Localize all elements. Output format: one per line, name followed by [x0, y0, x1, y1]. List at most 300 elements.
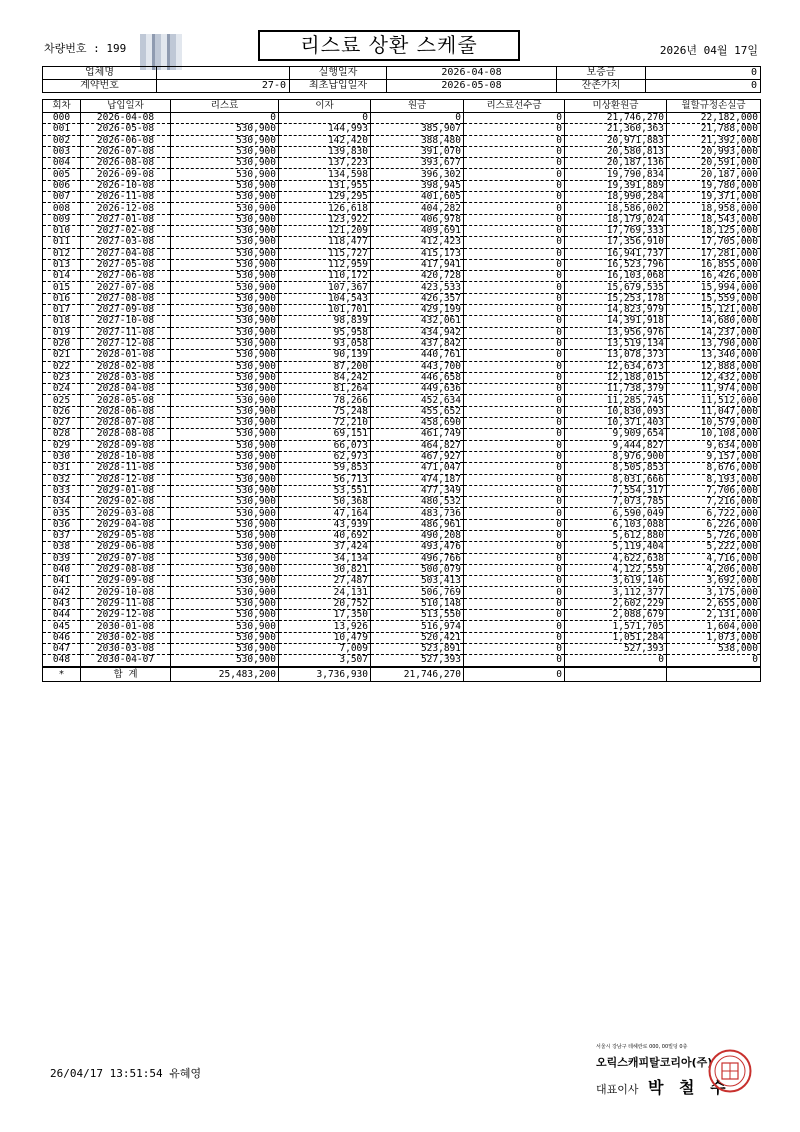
- cell-payment-date: 2028-12-08: [81, 474, 171, 485]
- table-row: [43, 305, 761, 316]
- cell-interest: 81,264: [279, 384, 371, 395]
- table-row: [43, 530, 761, 541]
- cell-principal: 406,978: [371, 214, 464, 225]
- info-value-contract-no: 27-0: [157, 80, 290, 93]
- cell-payment-date: 2028-11-08: [81, 463, 171, 474]
- cell-outstanding-principal: 0: [565, 655, 667, 667]
- cell-interest: 137,223: [279, 158, 371, 169]
- cell-advance-payment: 0: [464, 259, 565, 270]
- vehicle-number-label: 차량번호 :: [44, 42, 100, 55]
- cell-interest: 37,424: [279, 542, 371, 553]
- company-address: 서울시 강남구 테헤란로 000, 00빌딩 0층: [596, 1044, 688, 1050]
- cell-outstanding-principal: 20,971,883: [565, 135, 667, 146]
- cell-outstanding-principal: 1,051,284: [565, 632, 667, 643]
- cell-interest: 142,420: [279, 135, 371, 146]
- cell-outstanding-principal: 7,554,317: [565, 485, 667, 496]
- cell-outstanding-principal: 2,602,229: [565, 598, 667, 609]
- cell-payment-date: 2028-04-08: [81, 384, 171, 395]
- cell-interest: 13,926: [279, 621, 371, 632]
- cell-stipulated-loss: 3,175,000: [667, 587, 761, 598]
- cell-lease-fee: 530,900: [171, 214, 279, 225]
- cell-installment: 013: [43, 259, 81, 270]
- column-header-installment: 회차: [43, 100, 81, 113]
- cell-outstanding-principal: 20,187,136: [565, 158, 667, 169]
- info-value-execution-date: 2026-04-08: [387, 67, 557, 80]
- cell-payment-date: 2029-12-08: [81, 610, 171, 621]
- cell-principal: 409,691: [371, 225, 464, 236]
- cell-stipulated-loss: 12,888,000: [667, 361, 761, 372]
- cell-outstanding-principal: 10,371,403: [565, 418, 667, 429]
- cell-interest: 104,543: [279, 293, 371, 304]
- total-cell-payment-date: 합 계: [81, 667, 171, 682]
- cell-lease-fee: 530,900: [171, 395, 279, 406]
- cell-outstanding-principal: 8,976,900: [565, 451, 667, 462]
- table-row: [43, 542, 761, 553]
- cell-outstanding-principal: 19,790,834: [565, 169, 667, 180]
- cell-installment: 023: [43, 372, 81, 383]
- cell-outstanding-principal: 13,956,976: [565, 327, 667, 338]
- column-header-outstanding-principal: 미상환원금: [565, 100, 667, 113]
- cell-payment-date: 2026-04-08: [81, 113, 171, 124]
- cell-lease-fee: 530,900: [171, 169, 279, 180]
- cell-lease-fee: 530,900: [171, 327, 279, 338]
- cell-outstanding-principal: 4,622,638: [565, 553, 667, 564]
- document-title: 리스료 상환 스케줄: [258, 30, 520, 61]
- cell-payment-date: 2028-10-08: [81, 451, 171, 462]
- cell-advance-payment: 0: [464, 237, 565, 248]
- cell-payment-date: 2028-08-08: [81, 429, 171, 440]
- cell-installment: 012: [43, 248, 81, 259]
- cell-interest: 47,164: [279, 508, 371, 519]
- cell-lease-fee: 530,900: [171, 271, 279, 282]
- cell-payment-date: 2028-05-08: [81, 395, 171, 406]
- cell-installment: 002: [43, 135, 81, 146]
- cell-principal: 423,533: [371, 282, 464, 293]
- cell-stipulated-loss: 19,780,000: [667, 180, 761, 191]
- cell-stipulated-loss: 6,226,000: [667, 519, 761, 530]
- cell-advance-payment: 0: [464, 406, 565, 417]
- cell-outstanding-principal: 6,103,088: [565, 519, 667, 530]
- cell-advance-payment: 0: [464, 169, 565, 180]
- cell-interest: 121,209: [279, 225, 371, 236]
- cell-lease-fee: 530,900: [171, 282, 279, 293]
- cell-principal: 443,700: [371, 361, 464, 372]
- cell-stipulated-loss: 5,726,000: [667, 530, 761, 541]
- table-row: [43, 564, 761, 575]
- cell-stipulated-loss: 17,705,000: [667, 237, 761, 248]
- cell-stipulated-loss: 20,993,000: [667, 146, 761, 157]
- cell-interest: 20,752: [279, 598, 371, 609]
- table-row: [43, 372, 761, 383]
- cell-stipulated-loss: 17,281,000: [667, 248, 761, 259]
- cell-interest: 24,131: [279, 587, 371, 598]
- cell-lease-fee: 530,900: [171, 497, 279, 508]
- cell-payment-date: 2026-12-08: [81, 203, 171, 214]
- info-label-contract-no: 계약번호: [43, 80, 157, 93]
- cell-installment: 020: [43, 338, 81, 349]
- cell-installment: 029: [43, 440, 81, 451]
- cell-advance-payment: 0: [464, 248, 565, 259]
- cell-payment-date: 2027-09-08: [81, 305, 171, 316]
- cell-interest: 93,058: [279, 338, 371, 349]
- cell-lease-fee: 530,900: [171, 203, 279, 214]
- cell-outstanding-principal: 14,391,918: [565, 316, 667, 327]
- cell-payment-date: 2026-05-08: [81, 124, 171, 135]
- cell-interest: 7,009: [279, 643, 371, 654]
- cell-stipulated-loss: 18,125,000: [667, 225, 761, 236]
- table-row: [43, 508, 761, 519]
- cell-payment-date: 2026-08-08: [81, 158, 171, 169]
- cell-lease-fee: 530,900: [171, 259, 279, 270]
- cell-outstanding-principal: 16,941,737: [565, 248, 667, 259]
- cell-outstanding-principal: 3,112,377: [565, 587, 667, 598]
- column-header-interest: 이자: [279, 100, 371, 113]
- column-header-stipulated-loss: 월할규정손실금: [667, 100, 761, 113]
- cell-principal: 467,927: [371, 451, 464, 462]
- cell-lease-fee: 530,900: [171, 440, 279, 451]
- cell-outstanding-principal: 14,823,979: [565, 305, 667, 316]
- cell-payment-date: 2028-03-08: [81, 372, 171, 383]
- cell-installment: 038: [43, 542, 81, 553]
- cell-lease-fee: 530,900: [171, 316, 279, 327]
- cell-installment: 007: [43, 192, 81, 203]
- cell-lease-fee: 530,900: [171, 451, 279, 462]
- cell-interest: 131,955: [279, 180, 371, 191]
- cell-principal: 500,079: [371, 564, 464, 575]
- cell-installment: 048: [43, 655, 81, 667]
- cell-installment: 019: [43, 327, 81, 338]
- cell-stipulated-loss: 2,131,000: [667, 610, 761, 621]
- cell-advance-payment: 0: [464, 576, 565, 587]
- cell-lease-fee: 530,900: [171, 621, 279, 632]
- cell-advance-payment: 0: [464, 282, 565, 293]
- cell-principal: 513,550: [371, 610, 464, 621]
- cell-installment: 001: [43, 124, 81, 135]
- cell-installment: 044: [43, 610, 81, 621]
- cell-payment-date: 2028-09-08: [81, 440, 171, 451]
- cell-lease-fee: 530,900: [171, 146, 279, 157]
- cell-installment: 011: [43, 237, 81, 248]
- cell-outstanding-principal: 13,519,134: [565, 338, 667, 349]
- cell-advance-payment: 0: [464, 384, 565, 395]
- cell-advance-payment: 0: [464, 451, 565, 462]
- cell-lease-fee: 530,900: [171, 135, 279, 146]
- cell-principal: 446,658: [371, 372, 464, 383]
- ceo-name: 박 철 수: [648, 1078, 731, 1097]
- cell-interest: 50,368: [279, 497, 371, 508]
- company-block: [596, 1043, 731, 1098]
- cell-interest: 56,713: [279, 474, 371, 485]
- cell-stipulated-loss: 14,680,000: [667, 316, 761, 327]
- cell-principal: 412,423: [371, 237, 464, 248]
- cell-principal: 415,173: [371, 248, 464, 259]
- info-value-company: [157, 67, 290, 80]
- cell-advance-payment: 0: [464, 463, 565, 474]
- cell-payment-date: 2029-11-08: [81, 598, 171, 609]
- cell-outstanding-principal: 12,188,015: [565, 372, 667, 383]
- cell-payment-date: 2029-02-08: [81, 497, 171, 508]
- cell-principal: 432,061: [371, 316, 464, 327]
- cell-advance-payment: 0: [464, 192, 565, 203]
- cell-principal: 523,891: [371, 643, 464, 654]
- cell-payment-date: 2029-07-08: [81, 553, 171, 564]
- cell-interest: 123,922: [279, 214, 371, 225]
- cell-interest: 101,701: [279, 305, 371, 316]
- total-row: [43, 667, 761, 682]
- cell-lease-fee: 530,900: [171, 429, 279, 440]
- total-cell-outstanding-principal: [565, 667, 667, 682]
- cell-advance-payment: 0: [464, 587, 565, 598]
- cell-advance-payment: 0: [464, 643, 565, 654]
- cell-principal: 417,941: [371, 259, 464, 270]
- cell-installment: 035: [43, 508, 81, 519]
- cell-payment-date: 2027-11-08: [81, 327, 171, 338]
- cell-lease-fee: 530,900: [171, 587, 279, 598]
- cell-principal: 496,766: [371, 553, 464, 564]
- cell-installment: 016: [43, 293, 81, 304]
- table-row: [43, 643, 761, 654]
- cell-advance-payment: 0: [464, 135, 565, 146]
- cell-interest: 126,618: [279, 203, 371, 214]
- cell-principal: 429,199: [371, 305, 464, 316]
- cell-stipulated-loss: 15,559,000: [667, 293, 761, 304]
- cell-lease-fee: 530,900: [171, 350, 279, 361]
- cell-payment-date: 2027-06-08: [81, 271, 171, 282]
- cell-principal: 434,942: [371, 327, 464, 338]
- cell-outstanding-principal: 9,909,654: [565, 429, 667, 440]
- cell-payment-date: 2030-02-08: [81, 632, 171, 643]
- cell-advance-payment: 0: [464, 214, 565, 225]
- table-row: [43, 146, 761, 157]
- cell-outstanding-principal: 6,590,049: [565, 508, 667, 519]
- table-row: [43, 338, 761, 349]
- cell-advance-payment: 0: [464, 158, 565, 169]
- cell-principal: 493,476: [371, 542, 464, 553]
- table-row: [43, 553, 761, 564]
- info-label-residual: 잔존가치: [557, 80, 646, 93]
- cell-stipulated-loss: 18,543,000: [667, 214, 761, 225]
- cell-principal: 480,532: [371, 497, 464, 508]
- cell-payment-date: 2030-03-08: [81, 643, 171, 654]
- table-row: [43, 259, 761, 270]
- cell-payment-date: 2027-02-08: [81, 225, 171, 236]
- cell-installment: 010: [43, 225, 81, 236]
- cell-advance-payment: 0: [464, 542, 565, 553]
- cell-installment: 024: [43, 384, 81, 395]
- cell-principal: 483,736: [371, 508, 464, 519]
- cell-stipulated-loss: 10,108,000: [667, 429, 761, 440]
- cell-outstanding-principal: 9,444,827: [565, 440, 667, 451]
- cell-interest: 30,821: [279, 564, 371, 575]
- cell-stipulated-loss: 21,788,000: [667, 124, 761, 135]
- cell-principal: 458,690: [371, 418, 464, 429]
- cell-interest: 90,139: [279, 350, 371, 361]
- info-label-deposit: 보증금: [557, 67, 646, 80]
- table-row: [43, 632, 761, 643]
- cell-advance-payment: 0: [464, 530, 565, 541]
- cell-installment: 022: [43, 361, 81, 372]
- cell-outstanding-principal: 12,634,673: [565, 361, 667, 372]
- cell-payment-date: 2027-05-08: [81, 259, 171, 270]
- cell-payment-date: 2027-08-08: [81, 293, 171, 304]
- cell-outstanding-principal: 16,103,068: [565, 271, 667, 282]
- cell-principal: 449,636: [371, 384, 464, 395]
- cell-stipulated-loss: 11,047,000: [667, 406, 761, 417]
- table-row: [43, 621, 761, 632]
- cell-outstanding-principal: 21,360,363: [565, 124, 667, 135]
- cell-lease-fee: 530,900: [171, 530, 279, 541]
- total-cell-principal: 21,746,270: [371, 667, 464, 682]
- table-row: [43, 350, 761, 361]
- cell-payment-date: 2027-01-08: [81, 214, 171, 225]
- table-row: [43, 384, 761, 395]
- cell-interest: 40,692: [279, 530, 371, 541]
- cell-advance-payment: 0: [464, 293, 565, 304]
- cell-lease-fee: 530,900: [171, 474, 279, 485]
- cell-advance-payment: 0: [464, 361, 565, 372]
- cell-installment: 025: [43, 395, 81, 406]
- table-row: [43, 497, 761, 508]
- cell-interest: 84,242: [279, 372, 371, 383]
- cell-lease-fee: 530,900: [171, 158, 279, 169]
- cell-outstanding-principal: 11,738,379: [565, 384, 667, 395]
- cell-lease-fee: 530,900: [171, 361, 279, 372]
- table-row: [43, 124, 761, 135]
- cell-outstanding-principal: 15,679,535: [565, 282, 667, 293]
- cell-principal: 0: [371, 113, 464, 124]
- cell-stipulated-loss: 8,193,000: [667, 474, 761, 485]
- cell-installment: 032: [43, 474, 81, 485]
- cell-interest: 107,367: [279, 282, 371, 293]
- print-timestamp: 26/04/17 13:51:54 유혜영: [50, 1067, 202, 1080]
- cell-installment: 030: [43, 451, 81, 462]
- cell-principal: 404,282: [371, 203, 464, 214]
- total-cell-stipulated-loss: [667, 667, 761, 682]
- cell-lease-fee: 530,900: [171, 598, 279, 609]
- cell-lease-fee: 530,900: [171, 485, 279, 496]
- cell-principal: 440,761: [371, 350, 464, 361]
- cell-advance-payment: 0: [464, 632, 565, 643]
- cell-installment: 028: [43, 429, 81, 440]
- cell-advance-payment: 0: [464, 553, 565, 564]
- cell-principal: 391,070: [371, 146, 464, 157]
- table-row: [43, 406, 761, 417]
- cell-lease-fee: 530,900: [171, 124, 279, 135]
- cell-installment: 034: [43, 497, 81, 508]
- cell-advance-payment: 0: [464, 316, 565, 327]
- table-row: [43, 169, 761, 180]
- cell-principal: 452,634: [371, 395, 464, 406]
- cell-principal: 388,480: [371, 135, 464, 146]
- cell-installment: 004: [43, 158, 81, 169]
- cell-advance-payment: 0: [464, 146, 565, 157]
- cell-interest: 78,266: [279, 395, 371, 406]
- cell-interest: 0: [279, 113, 371, 124]
- cell-outstanding-principal: 4,122,559: [565, 564, 667, 575]
- cell-principal: 471,047: [371, 463, 464, 474]
- cell-principal: 385,907: [371, 124, 464, 135]
- ceo-line: [596, 1075, 731, 1098]
- cell-advance-payment: 0: [464, 180, 565, 191]
- cell-advance-payment: 0: [464, 338, 565, 349]
- cell-advance-payment: 0: [464, 519, 565, 530]
- table-row: [43, 587, 761, 598]
- print-date: 2026년 04월 17일: [659, 44, 758, 57]
- cell-interest: 118,477: [279, 237, 371, 248]
- table-row: [43, 598, 761, 609]
- cell-interest: 139,830: [279, 146, 371, 157]
- cell-advance-payment: 0: [464, 485, 565, 496]
- table-row: [43, 463, 761, 474]
- cell-payment-date: 2030-04-07: [81, 655, 171, 667]
- cell-outstanding-principal: 5,612,880: [565, 530, 667, 541]
- info-label-execution-date: 실행일자: [290, 67, 387, 80]
- cell-principal: 477,349: [371, 485, 464, 496]
- cell-interest: 62,973: [279, 451, 371, 462]
- cell-stipulated-loss: 21,392,000: [667, 135, 761, 146]
- cell-lease-fee: 530,900: [171, 225, 279, 236]
- cell-stipulated-loss: 2,655,000: [667, 598, 761, 609]
- cell-installment: 009: [43, 214, 81, 225]
- cell-outstanding-principal: 17,356,910: [565, 237, 667, 248]
- cell-stipulated-loss: 1,073,000: [667, 632, 761, 643]
- cell-stipulated-loss: 7,706,000: [667, 485, 761, 496]
- cell-interest: 27,487: [279, 576, 371, 587]
- cell-outstanding-principal: 2,088,679: [565, 610, 667, 621]
- cell-stipulated-loss: 11,512,000: [667, 395, 761, 406]
- cell-interest: 53,551: [279, 485, 371, 496]
- cell-payment-date: 2029-08-08: [81, 564, 171, 575]
- cell-advance-payment: 0: [464, 203, 565, 214]
- cell-lease-fee: 530,900: [171, 610, 279, 621]
- column-header-advance-payment: 리스료선수금: [464, 100, 565, 113]
- cell-stipulated-loss: 14,237,000: [667, 327, 761, 338]
- cell-principal: 474,187: [371, 474, 464, 485]
- cell-outstanding-principal: 3,619,146: [565, 576, 667, 587]
- cell-stipulated-loss: 8,676,000: [667, 463, 761, 474]
- cell-advance-payment: 0: [464, 610, 565, 621]
- total-cell-lease-fee: 25,483,200: [171, 667, 279, 682]
- cell-advance-payment: 0: [464, 350, 565, 361]
- table-row: [43, 440, 761, 451]
- table-row: [43, 418, 761, 429]
- cell-interest: 69,151: [279, 429, 371, 440]
- cell-interest: 115,727: [279, 248, 371, 259]
- schedule-body: [43, 113, 761, 682]
- table-row: [43, 361, 761, 372]
- cell-advance-payment: 0: [464, 305, 565, 316]
- cell-installment: 006: [43, 180, 81, 191]
- cell-payment-date: 2029-06-08: [81, 542, 171, 553]
- cell-stipulated-loss: 22,182,000: [667, 113, 761, 124]
- cell-principal: 396,302: [371, 169, 464, 180]
- cell-installment: 033: [43, 485, 81, 496]
- cell-installment: 021: [43, 350, 81, 361]
- cell-interest: 112,959: [279, 259, 371, 270]
- table-row: [43, 113, 761, 124]
- total-cell-interest: 3,736,930: [279, 667, 371, 682]
- cell-advance-payment: 0: [464, 598, 565, 609]
- cell-advance-payment: 0: [464, 621, 565, 632]
- cell-lease-fee: 530,900: [171, 564, 279, 575]
- table-row: [43, 576, 761, 587]
- cell-lease-fee: 530,900: [171, 293, 279, 304]
- cell-advance-payment: 0: [464, 327, 565, 338]
- cell-lease-fee: 530,900: [171, 406, 279, 417]
- cell-payment-date: 2029-04-08: [81, 519, 171, 530]
- cell-lease-fee: 530,900: [171, 655, 279, 667]
- cell-principal: 503,413: [371, 576, 464, 587]
